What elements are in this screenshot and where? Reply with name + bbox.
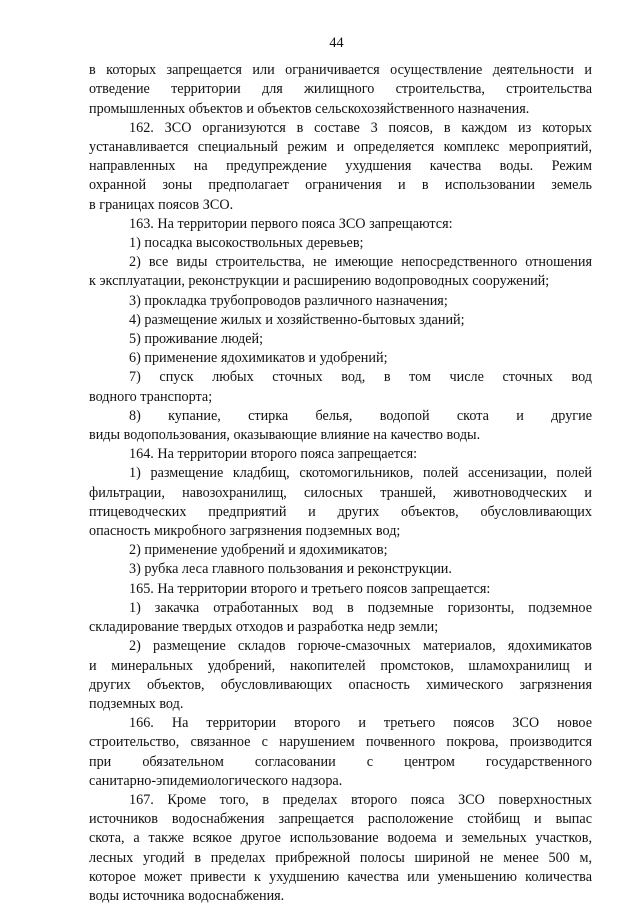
text-line: строительство, связанное с нарушением почвенного покрова, производится — [89, 734, 592, 751]
text-line: 164. На территории второго пояса запрещается: — [129, 446, 418, 463]
list-item: 2) все виды строительства, не имеющие непосредственного отношения — [129, 254, 592, 271]
list-item: 1) закачка отработанных вод в подземные горизонты, подземное — [129, 599, 592, 616]
text-line: 166. На территории второго и третьего поясов ЗСО новое — [129, 715, 592, 732]
list-item: 7) спуск любых сточных вод, в том числе сточных вод — [129, 369, 592, 386]
text-line: направленных на предупреждение ухудшения качества воды. Режим — [89, 158, 592, 175]
list-item: 1) размещение кладбищ, скотомогильников, полей ассенизации, полей — [129, 465, 592, 482]
text-line: складирование твердых отходов и разработка недр земли; — [89, 619, 439, 636]
text-line: 165. На территории второго и третьего поясов запрещается: — [129, 580, 491, 597]
text-line: устанавливается специальный режим и определяется комплекс мероприятий, — [89, 139, 592, 156]
paragraph-165 — [89, 580, 592, 714]
text-line: в которых запрещается или ограничивается осуществление деятельности и — [89, 62, 592, 79]
text-line: и минеральных удобрений, накопителей промстоков, шламохранилищ и — [89, 657, 592, 674]
paragraph-167 — [89, 791, 592, 906]
list-item: 2) размещение складов горюче-смазочных материалов, ядохимикатов — [129, 638, 592, 655]
text-line: 162. ЗСО организуются в составе 3 поясов, в каждом из которых — [129, 119, 592, 136]
paragraph-164 — [89, 445, 592, 579]
text-line: скота, а также всякое другое использование водоема и земельных участков, — [89, 830, 592, 847]
text-line: опасность микробного загрязнения подземных вод; — [89, 523, 401, 540]
list-item: 3) рубка леса главного пользования и реконструкции. — [129, 561, 452, 578]
paragraph-163 — [89, 215, 592, 445]
list-item: 2) применение удобрений и ядохимикатов; — [129, 542, 388, 559]
text-line: промышленных объектов и объектов сельскохозяйственного назначения. — [89, 100, 530, 117]
text-line: в границах поясов ЗСО. — [89, 196, 234, 213]
text-line: лесных угодий в пределах прибрежной полосы шириной не менее 500 м, — [89, 849, 592, 866]
text-line: подземных вод. — [89, 695, 184, 712]
text-line: источников водоснабжения запрещается расположение стойбищ и выпас — [89, 811, 592, 828]
text-line: фильтрации, навозохранилищ, силосных траншей, животноводческих и — [89, 484, 592, 501]
page-number: 44 — [329, 35, 344, 51]
list-item: 5) проживание людей; — [129, 331, 264, 348]
text-line: водного транспорта; — [89, 388, 213, 405]
text-line: других объектов, обусловливающих опасность химического загрязнения — [89, 676, 592, 693]
list-item: 8) купание, стирка белья, водопой скота и другие — [129, 407, 592, 424]
paragraph-162 — [89, 119, 592, 215]
paragraph-166 — [89, 714, 592, 791]
text-line: 163. На территории первого пояса ЗСО запрещаются: — [129, 215, 453, 232]
paragraph-intro-continuation — [89, 61, 592, 119]
text-line: 167. Кроме того, в пределах второго пояса ЗСО поверхностных — [129, 791, 592, 808]
list-item: 3) прокладка трубопроводов различного назначения; — [129, 292, 448, 309]
text-line: охранной зоны предполагает ограничения и в использовании земель — [89, 177, 592, 194]
text-line: отведение территории для жилищного строительства, строительства — [89, 81, 592, 98]
text-line: птицеводческих предприятий и других объектов, обусловливающих — [89, 503, 592, 520]
text-line: воды источника водоснабжения. — [89, 887, 285, 904]
text-line: при обязательном согласовании с центром государственного — [89, 753, 592, 770]
text-line: которое может привести к ухудшению качества или уменьшению количества — [89, 868, 592, 885]
list-item: 6) применение ядохимикатов и удобрений; — [129, 350, 388, 367]
list-item: 1) посадка высокоствольных деревьев; — [129, 235, 364, 252]
list-item: 4) размещение жилых и хозяйственно-бытовых зданий; — [129, 311, 465, 328]
text-line: к эксплуатации, реконструкции и расширению водопроводных сооружений; — [89, 273, 550, 290]
text-line: виды водопользования, оказывающие влияние на качество воды. — [89, 427, 481, 444]
text-line: санитарно-эпидемиологического надзора. — [89, 772, 343, 789]
